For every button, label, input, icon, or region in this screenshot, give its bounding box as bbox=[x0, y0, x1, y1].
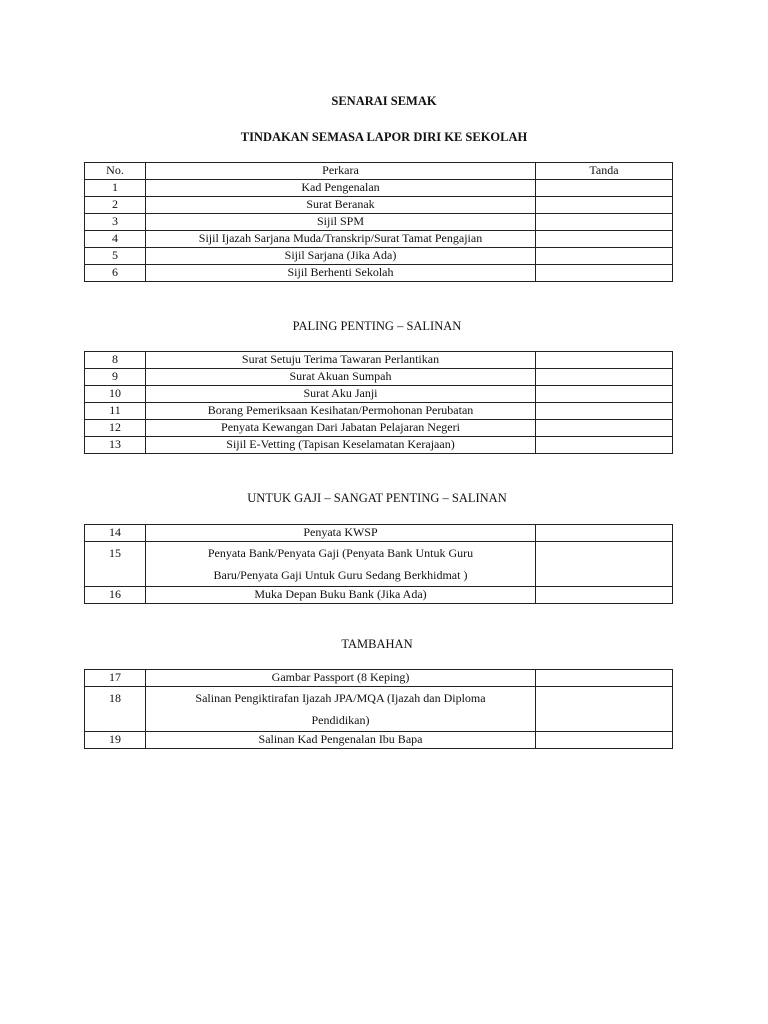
row-no: 3 bbox=[85, 214, 146, 231]
row-no: 16 bbox=[85, 587, 146, 604]
table-row bbox=[85, 214, 673, 231]
table-row bbox=[85, 670, 673, 687]
table-row bbox=[85, 542, 673, 587]
row-mark-cell bbox=[536, 587, 673, 604]
row-no: 19 bbox=[85, 732, 146, 749]
row-no: 10 bbox=[85, 386, 146, 403]
row-mark-cell bbox=[536, 386, 673, 403]
row-item: Borang Pemeriksaan Kesihatan/Permohonan Perubatan bbox=[146, 403, 536, 420]
row-no: 4 bbox=[85, 231, 146, 248]
row-mark-cell bbox=[536, 231, 673, 248]
row-no: 18 bbox=[85, 687, 146, 732]
row-item: Penyata Kewangan Dari Jabatan Pelajaran Negeri bbox=[146, 420, 536, 437]
row-item: Sijil E-Vetting (Tapisan Keselamatan Kerajaan) bbox=[146, 437, 536, 454]
table-row bbox=[85, 248, 673, 265]
row-item: Sijil Ijazah Sarjana Muda/Transkrip/Surat Tamat Pengajian bbox=[146, 231, 536, 248]
row-item-line: Salinan Pengiktirafan Ijazah JPA/MQA (Ijazah dan Diploma bbox=[195, 691, 486, 705]
row-no: 8 bbox=[85, 352, 146, 369]
row-item: Sijil SPM bbox=[146, 214, 536, 231]
row-item: Penyata KWSP bbox=[146, 525, 536, 542]
header-item: Perkara bbox=[146, 163, 536, 180]
table-row bbox=[85, 180, 673, 197]
section-heading-additional: TAMBAHAN bbox=[341, 637, 413, 651]
row-mark-cell bbox=[536, 732, 673, 749]
row-item: Surat Setuju Terima Tawaran Perlantikan bbox=[146, 352, 536, 369]
row-no: 14 bbox=[85, 525, 146, 542]
table-row bbox=[85, 386, 673, 403]
table-row bbox=[85, 231, 673, 248]
row-item: Salinan Kad Pengenalan Ibu Bapa bbox=[146, 732, 536, 749]
checklist-table-additional bbox=[84, 669, 673, 749]
row-item: Sijil Berhenti Sekolah bbox=[146, 265, 536, 282]
table-row bbox=[85, 687, 673, 732]
row-item: Muka Depan Buku Bank (Jika Ada) bbox=[146, 587, 536, 604]
table-row bbox=[85, 265, 673, 282]
row-no: 12 bbox=[85, 420, 146, 437]
table-header-row bbox=[85, 163, 673, 180]
section-heading-salary: UNTUK GAJI – SANGAT PENTING – SALINAN bbox=[247, 491, 507, 505]
row-item: Gambar Passport (8 Keping) bbox=[146, 670, 536, 687]
row-item: Surat Aku Janji bbox=[146, 386, 536, 403]
table-row bbox=[85, 420, 673, 437]
checklist-table-documents bbox=[84, 162, 673, 282]
row-item bbox=[146, 687, 536, 732]
row-mark-cell bbox=[536, 265, 673, 282]
row-mark-cell bbox=[536, 525, 673, 542]
table-row bbox=[85, 437, 673, 454]
table-row bbox=[85, 403, 673, 420]
row-no: 11 bbox=[85, 403, 146, 420]
header-no: No. bbox=[85, 163, 146, 180]
row-mark-cell bbox=[536, 420, 673, 437]
row-no: 13 bbox=[85, 437, 146, 454]
row-mark-cell bbox=[536, 214, 673, 231]
row-no: 9 bbox=[85, 369, 146, 386]
row-no: 1 bbox=[85, 180, 146, 197]
table-row bbox=[85, 352, 673, 369]
row-item: Surat Beranak bbox=[146, 197, 536, 214]
row-mark-cell bbox=[536, 542, 673, 587]
row-mark-cell bbox=[536, 248, 673, 265]
header-mark: Tanda bbox=[536, 163, 673, 180]
row-item: Sijil Sarjana (Jika Ada) bbox=[146, 248, 536, 265]
checklist-table-salary bbox=[84, 524, 673, 604]
row-no: 6 bbox=[85, 265, 146, 282]
row-no: 15 bbox=[85, 542, 146, 587]
table-row bbox=[85, 732, 673, 749]
row-no: 17 bbox=[85, 670, 146, 687]
row-mark-cell bbox=[536, 437, 673, 454]
row-item bbox=[146, 542, 536, 587]
section-heading-important: PALING PENTING – SALINAN bbox=[292, 319, 462, 333]
page-title: SENARAI SEMAK bbox=[331, 94, 437, 108]
row-mark-cell bbox=[536, 403, 673, 420]
row-item: Surat Akuan Sumpah bbox=[146, 369, 536, 386]
table-row bbox=[85, 525, 673, 542]
row-mark-cell bbox=[536, 670, 673, 687]
row-item-line: Penyata Bank/Penyata Gaji (Penyata Bank Untuk Guru bbox=[207, 546, 474, 560]
row-no: 5 bbox=[85, 248, 146, 265]
row-mark-cell bbox=[536, 369, 673, 386]
row-item-line: Baru/Penyata Gaji Untuk Guru Sedang Berkhidmat ) bbox=[213, 568, 468, 582]
row-mark-cell bbox=[536, 352, 673, 369]
table-row bbox=[85, 197, 673, 214]
row-item-line: Pendidikan) bbox=[311, 713, 370, 727]
row-no: 2 bbox=[85, 197, 146, 214]
row-mark-cell bbox=[536, 197, 673, 214]
page-subtitle: TINDAKAN SEMASA LAPOR DIRI KE SEKOLAH bbox=[240, 130, 528, 144]
row-item: Kad Pengenalan bbox=[146, 180, 536, 197]
row-mark-cell bbox=[536, 180, 673, 197]
table-row bbox=[85, 587, 673, 604]
checklist-table-copies bbox=[84, 351, 673, 454]
row-mark-cell bbox=[536, 687, 673, 732]
table-row bbox=[85, 369, 673, 386]
